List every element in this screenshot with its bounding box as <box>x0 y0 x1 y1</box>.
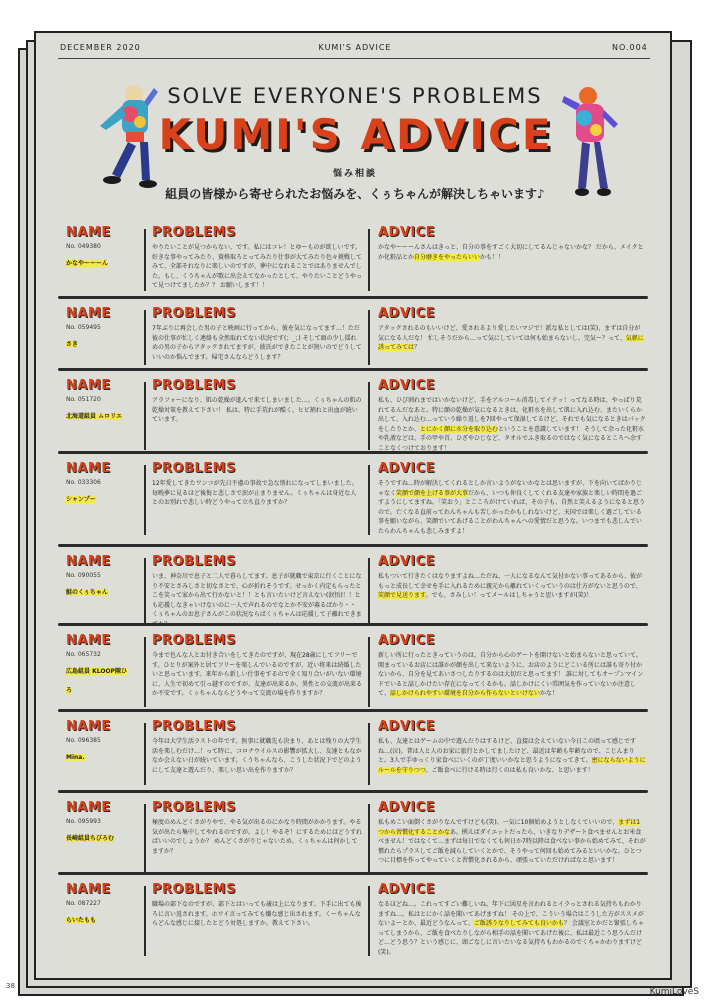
issue-date: DECEMBER 2020 <box>60 43 141 52</box>
entry-separator-rule <box>58 790 648 793</box>
name-column <box>66 461 128 505</box>
advice-text <box>378 324 646 353</box>
advice-highlight: とにかく顔に水分を取り込む <box>420 425 499 433</box>
advice-label: ADVICE <box>378 306 436 321</box>
member-nickname: かなやーーーん <box>66 260 109 267</box>
member-nickname: 広島組員 KLOOP陳ひろ <box>66 668 127 694</box>
problems-label: PROBLEMS <box>152 554 236 569</box>
advice-label: ADVICE <box>378 633 436 648</box>
member-number: No. 096385 <box>66 737 101 744</box>
advice-text <box>378 737 646 775</box>
problem-text: アラフォーになり、肌の乾燥が進んで来てしまいました…。くぅちゃんの肌の乾燥対策を教えて下さい！ 私は、特に手荒れが酷く、ヒビ割れと出血が続いています。 <box>152 397 362 423</box>
advice-text <box>378 651 646 699</box>
column-divider <box>144 637 146 707</box>
member-nickname: Mina. <box>66 754 85 761</box>
name-label: NAME <box>66 461 111 476</box>
problem-column <box>152 461 362 508</box>
title-kumis-advice: KUMI'S ADVICE <box>158 110 554 159</box>
entry-separator-rule <box>58 709 648 712</box>
member-number: No. 065732 <box>66 651 101 658</box>
advice-highlight: 気軽に誘ってみては <box>378 334 644 351</box>
problems-label: PROBLEMS <box>152 882 236 897</box>
member-number: No. 049380 <box>66 243 101 250</box>
advice-column <box>378 882 646 957</box>
advice-highlight: 笑顔で顔を上げる事が大事 <box>396 489 469 497</box>
title-solve-problems: SOLVE EVERYONE'S PROBLEMS <box>167 84 543 108</box>
problem-column <box>152 882 362 929</box>
advice-column <box>378 633 646 699</box>
advice-label: ADVICE <box>378 554 436 569</box>
left-figure-illustration <box>92 82 162 194</box>
member-number: No. 051720 <box>66 396 101 403</box>
problems-label: PROBLEMS <box>152 800 236 815</box>
advice-text <box>378 572 646 601</box>
member-number: No. 059495 <box>66 324 101 331</box>
advice-text-part: 私もついて行きたくはなりますよね…ただね、一人になるなんて気付かない事ってあるから、彼がもっと成長して幸せを手に入れるために親元から離れていくっていうのは仕方がないと思うので、 <box>378 573 643 590</box>
member-nickname: 北海道組員 ムロリエ <box>66 413 122 420</box>
watermark: KumiLoveS <box>649 987 699 997</box>
advice-highlight: まずは1つから習慣化することかな <box>378 819 641 836</box>
column-divider <box>144 382 146 450</box>
advice-text-part: ？ <box>414 344 421 351</box>
advice-text-part: 新しい所に行ったときっていうのは、自分から心のゲートを開けないと始まらないと思っていて。開まっているお店には誰かが顔を出して来ないように、お店のようにどこいる所には誰も寄り付かないから、自分を見てあいさつしたりするのは大切だと思ってます！ 誰に対してもオープンマインドでいると話しかけたい存在になってくるかも。話しかけにくい雰囲気を作っていないか注意して、 <box>378 652 644 697</box>
member-number: No. 087227 <box>66 900 101 907</box>
advice-column <box>378 554 646 601</box>
advice-highlight: ご飯誘うなりしてみても良いかも <box>473 920 564 927</box>
column-divider <box>368 723 370 785</box>
subtitle: 悩み相談 <box>332 169 377 179</box>
advice-text-part: 私も、友達とはゲームの中で遊んだりはするけど、直接は会えていない今日この頃って感じですね…(泣)。普は人と人のお家に旅行とかしてましたけど、最近は年齢も年齢なので、こじんまりと。3人で手ゆっくり家食べにいくのが丁度いいかなと思うようになってきて。 <box>378 738 637 764</box>
column-divider <box>144 558 146 626</box>
member-number: No. 033306 <box>66 479 101 486</box>
problem-text: 7年ぶりに再会した男の子と映画に行ってから、彼を気になってます…！ただ彼の仕事が忙しく連絡も全然取れてない状況です(；_；) そして頭の少し揺れめの男の子からアタックされてますが、彼氏ができたことが無いのでどうしていいのか悩んでます。帰宅さんならどうします？ <box>152 325 362 361</box>
problem-text: やりたいことが見つからない、です。私にはコレ！とゆーものが欲しいです。好きな事やってみたり、資格取ろとってみたり仕事が大てみたり色々挑戦してみて、全部それなりに楽しいのですが、夢中になれることではありませんでした。もし、くうちゃんが歌に出会えてなかったとして、やりたいことどうやって見つけてましたか？？ お願いします！！ <box>152 244 362 289</box>
advice-text-part: 私も、ひび割れまではいかないけど、手をアルコール消毒してイテッ！ってなる時は、やっぱり荒れてるんだなあと。特に顔の乾燥が気になるときは、化粧水を出して肌に入れ込む、またいくらか出して、入れ込む…っていう繰り返しを7回やって保湿してるけど、それでも気になるときはパックをしたりとか、 <box>378 397 646 433</box>
problem-text: 今まで色んな人とお付き合いをしてきたのですが、現在28歳にしてフリーです。ひとりが案外と居てフリーを楽しんでいるのですが、近い将来は結婚したいと思っています。来年から新しい仕事をするので全く知り合いがいない環境に、人生で初めて引っ越すのですが、友達が出来るか、異性との交流が出来るか不安です。くぅちゃんならどうやって交流の場を作りますか？ <box>152 652 363 697</box>
column-divider <box>144 465 146 535</box>
name-column <box>66 554 128 598</box>
column-divider <box>368 310 370 365</box>
advice-column <box>378 461 646 536</box>
advice-label: ADVICE <box>378 378 436 393</box>
advice-label: ADVICE <box>378 882 436 897</box>
advice-text-part: 。でも、さみしい！ってメールはしちゃうと思いますが(笑)！ <box>425 592 593 599</box>
column-divider <box>368 804 370 872</box>
problems-label: PROBLEMS <box>152 225 236 240</box>
page-number: 38 <box>6 982 15 990</box>
entry-separator-rule <box>58 623 648 626</box>
advice-text <box>378 396 646 453</box>
advice-column <box>378 719 646 775</box>
entry-separator-rule <box>58 544 648 547</box>
column-name: KUMI'S ADVICE <box>318 43 392 52</box>
advice-text-part: そうですね…時が解決してくれるとしか言いようがないかなとは思いますが、下を向いてばかりじゃなく <box>378 480 643 497</box>
entry-separator-rule <box>58 296 648 299</box>
problems-label: PROBLEMS <box>152 633 236 648</box>
column-divider <box>144 804 146 872</box>
advice-label: ADVICE <box>378 719 436 734</box>
problem-column <box>152 800 362 856</box>
advice-highlight: 密にならないようにルールを守りつつ <box>378 757 646 774</box>
advice-text-part: 私もめこい面倒くさがりなんですけども(笑)、一気に10個始めようとしなくていいので、 <box>378 819 619 826</box>
name-label: NAME <box>66 633 111 648</box>
name-column <box>66 306 128 350</box>
problem-text: 極度のめんどくさがりやで、やる気が出るのにかなり時間がかかります。やる気が出たら集中してやれるのですが。よし！やるぞ！にするためにはどうすればいいのでしょうか？ めんどくさがりじゃないため、くぅちゃんは何かしてますか？ <box>152 819 363 855</box>
member-nickname: シャンプー <box>66 496 96 503</box>
name-column <box>66 225 128 269</box>
advice-text-part: アタックされるのもいいけど、愛されるより愛したいマジで！派な私としては(笑)、まずは自分が気になる人だな！ 忙しそうだから…って気にしていては何も始まらないし、完気ー？って、 <box>378 325 641 342</box>
advice-label: ADVICE <box>378 800 436 815</box>
member-nickname: 鮭のくぅちゃん <box>66 589 108 596</box>
member-number: No. 095993 <box>66 818 101 825</box>
problem-text: いま、神奈川で息子と二人で暮らしてます。息子が就職で東京に行くことになり不安とさみしさと切なさとで、心が折れそうです。せっかく内定もらったとこを笑って家から出て行かないと！！とも言いたいけど言えない(涙悟)！！とも応援しなきゃいけないのに一人で声れるのでなとか不安が募るばかり・・ くぅちゃんのお息子さんがこの状況ならばくぅちゃんは応援して子離れできま <box>152 573 362 618</box>
name-label: NAME <box>66 719 111 734</box>
column-divider <box>144 886 146 956</box>
advice-text <box>378 479 646 536</box>
advice-column <box>378 306 646 353</box>
entry-separator-rule <box>58 368 648 371</box>
problem-text: 職場の部下なのですが、部下とはいっても歳は上になります。下手に出ても後ろに言い返されます。ホワイ言ってみても嫌な感じ出されます。くーちゃんならどんな感じに接したとどう対処しますか。教えて下さい。 <box>152 901 362 927</box>
column-divider <box>368 382 370 450</box>
problems-label: PROBLEMS <box>152 378 236 393</box>
tagline: 組員の皆様から寄せられたお悩みを、くぅちゃんが解決しちゃいます♪ <box>165 187 545 201</box>
advice-text-part: ？ 会議室とかだと緊張しちゃってしまうから、ご飯を食べたりしながら相手の話を聞いてあげた後に、私は最近こう思うんだけど…どう思う？という感じに、頭ごなしに言いたいなる気持ちもわかるのでくちゃかわりますけど(笑)。 <box>378 920 644 956</box>
name-column <box>66 633 128 696</box>
advice-text-part: だから、いつも仲良くしてくれる友達や家族と楽しい時間を過ごすようにしてますね。「笑おう」とこころがけていれば、その子も、自然と笑えるようになると思うので。亡くなる直前ってわんちゃんも苦しかったかもしれないけど、天国では楽しく過ごしている事を願いながら、笑顔でいてあげることがわんちゃんへの愛情だと思うな。いつまでも悲しんでいたらわんちゃんも悲しみますよ！ <box>378 489 646 535</box>
advice-text-part: 、ご飯食べに行ける時は行くのは私も良いかな、と思います！ <box>425 766 594 774</box>
name-label: NAME <box>66 554 111 569</box>
advice-highlight: 自分磨きをやったらいい <box>414 253 481 261</box>
problem-text: 12年愛してきたワンコが先日不慮の事故で急な別れになってしまいました。毎晩夢に見るほど後悔と悲しさで涙が止まりません。くぅちゃんは身近な人とのお別れで悲しい時どうやって立ち直りますか？ <box>152 480 358 506</box>
advice-label: ADVICE <box>378 225 436 240</box>
advice-column <box>378 225 646 262</box>
advice-text-part: かなやーーーんさんはきっと、自分の事をすごく大切にしてるんじゃないかな？ だから、メイクとか化粧品とか <box>378 244 644 261</box>
name-label: NAME <box>66 306 111 321</box>
advice-text-part: なるほどね…。これってすごい難しいね。年下に図星を言われるとイラっとされる気持ちもわかりますね…。私はとにかく話を聞いてあげますね！ その上で、こういう場合はこうした方がススメがないよーとか、最近どうなんって、 <box>378 901 644 927</box>
problem-column <box>152 225 362 291</box>
advice-text <box>378 900 646 957</box>
advice-text <box>378 818 646 866</box>
problem-column <box>152 633 362 699</box>
problem-text: 今年は大学生活ラストの年です。無事に就職先も決まり、あとは残りの大学生活を楽しむだけ…！って時に、コロナウイルスの影響が拡大し、友達ともなかなか会えない日が続いています。くうちゃんなら、こうした状況下でどのようにして友達と遊んだり、楽しい思い出を作りますか？ <box>152 738 362 774</box>
name-label: NAME <box>66 378 111 393</box>
name-column <box>66 882 128 926</box>
advice-text <box>378 243 646 262</box>
advice-text-part: かな！ <box>539 690 558 697</box>
advice-text-part: ということを意識しています！ そうして余った化粧水や乳液などは、手の甲や首、ひざやひじなど、タオルでふき取るのではなく気になるところへ余すことなくつけております！ <box>378 425 644 452</box>
column-divider <box>144 723 146 785</box>
member-number: No. 090055 <box>66 572 101 579</box>
column-divider <box>368 886 370 956</box>
name-column <box>66 378 128 422</box>
problem-column <box>152 554 362 629</box>
column-divider <box>368 558 370 626</box>
advice-text-part: あ。例えばダイエットだったら、いきなりデザート食べませんとお米食べません！ではなくて…まずは毎日でなくても何日か7時以降は食べない事から始めてみて、それが慣れたらプラスしてご飯を減らしていくとかで、そうやって何回も始めてみるといいかな。ひとつつに目標を作ってやっていくと習慣化されるから、頑張っていただければなと思います！ <box>378 828 646 864</box>
advice-highlight: 話しかけられやすい環境を自分から作らないといけない <box>389 690 540 697</box>
column-divider <box>368 637 370 707</box>
header-rule <box>58 58 650 59</box>
name-label: NAME <box>66 800 111 815</box>
column-divider <box>144 310 146 365</box>
issue-number: NO.004 <box>612 43 648 52</box>
name-label: NAME <box>66 882 111 897</box>
advice-highlight: 笑顔で見送ります <box>378 592 426 599</box>
problem-column <box>152 719 362 775</box>
name-column <box>66 719 128 763</box>
advice-column <box>378 378 646 453</box>
member-nickname: らいたもも <box>66 917 97 924</box>
name-column <box>66 800 128 844</box>
advice-label: ADVICE <box>378 461 436 476</box>
name-label: NAME <box>66 225 111 240</box>
entry-separator-rule <box>58 451 648 454</box>
entry-separator-rule <box>58 872 648 875</box>
advice-text-part: かも！！ <box>480 253 505 261</box>
member-nickname: さき <box>66 341 79 348</box>
advice-column <box>378 800 646 866</box>
column-divider <box>368 465 370 535</box>
problems-label: PROBLEMS <box>152 461 236 476</box>
problems-label: PROBLEMS <box>152 719 236 734</box>
problems-label: PROBLEMS <box>152 306 236 321</box>
column-divider <box>144 229 146 291</box>
problem-column <box>152 306 362 362</box>
column-divider <box>368 229 370 291</box>
member-nickname: 長崎組員ちびろむ <box>66 835 115 842</box>
problem-column <box>152 378 362 425</box>
